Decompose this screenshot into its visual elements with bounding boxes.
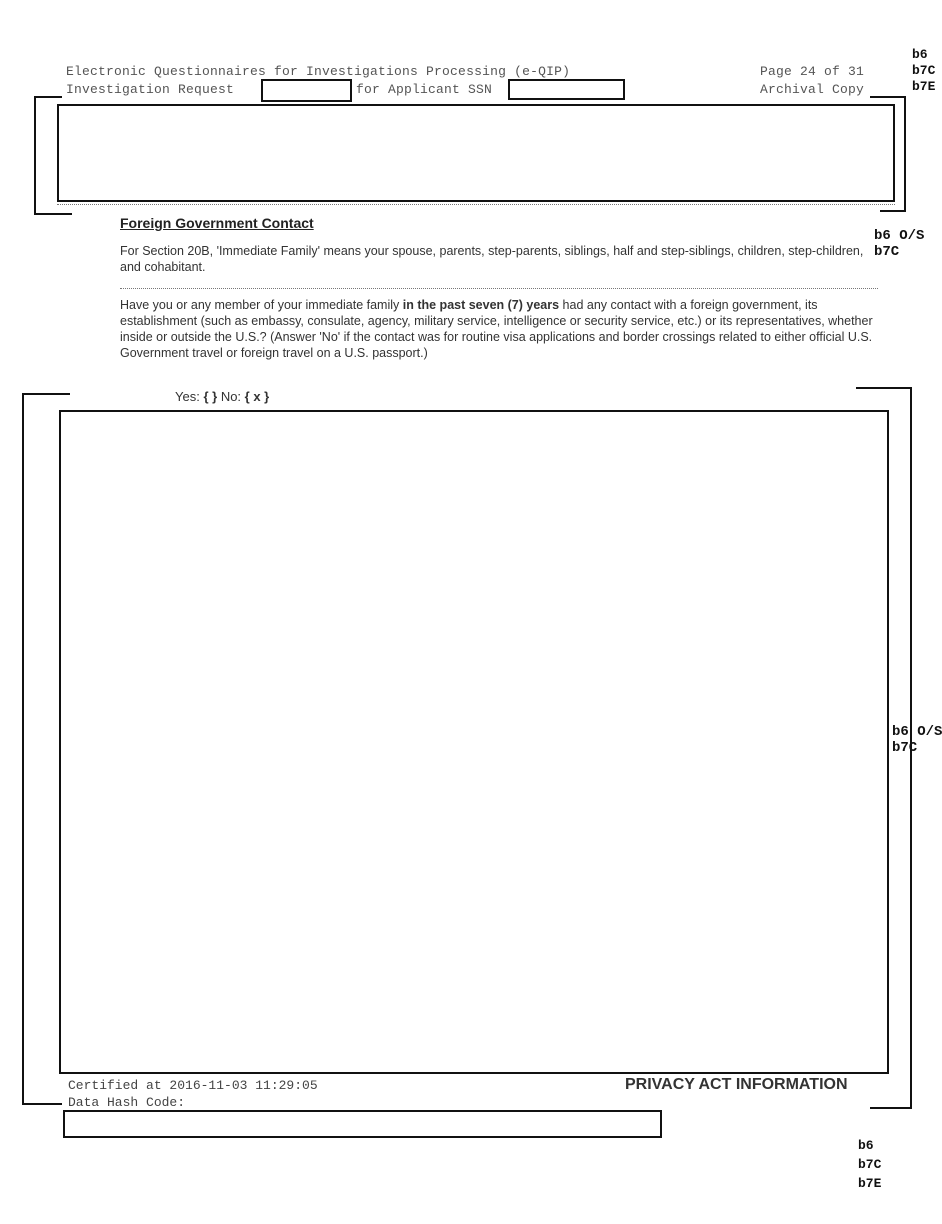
exemption-code: b6 (858, 1138, 874, 1153)
archival-copy-label: Archival Copy (760, 82, 865, 97)
bracket-line (870, 96, 906, 98)
bracket-line (22, 393, 24, 1105)
section-title: Foreign Government Contact (120, 215, 314, 231)
foreign-contact-question (120, 297, 875, 361)
certified-timestamp: Certified at 2016-11-03 11:29:05 (68, 1078, 318, 1093)
investigation-request-label: Investigation Request (66, 82, 235, 97)
exemption-code: b7C (858, 1157, 882, 1172)
exemption-codes-middle (892, 724, 942, 756)
exemption-codes-top (912, 47, 935, 95)
bracket-line (904, 96, 906, 212)
redacted-hash-code (63, 1110, 662, 1138)
privacy-act-label: PRIVACY ACT INFORMATION (625, 1076, 848, 1093)
exemption-code: b6 (912, 47, 928, 62)
separator (57, 204, 895, 205)
exemption-code: b7C (912, 63, 936, 78)
question-text: Have you or any member of your immediate family (120, 298, 403, 312)
data-hash-label: Data Hash Code: (68, 1095, 186, 1110)
exemption-code: b6 O/S (874, 228, 925, 244)
page-number: Page 24 of 31 (760, 64, 865, 79)
yes-label: Yes: (175, 389, 200, 404)
redacted-request-number (261, 79, 352, 102)
redacted-block-top (57, 104, 895, 202)
no-label: No: (220, 389, 242, 404)
exemption-code: b6 O/S (892, 724, 942, 740)
exemption-code: b7C (892, 740, 918, 756)
bracket-line (22, 1103, 62, 1105)
bracket-line (870, 1107, 912, 1109)
form-title: Electronic Questionnaires for Investigations Processing (e-QIP) (66, 64, 571, 79)
applicant-ssn-label: for Applicant SSN (356, 82, 493, 97)
bracket-line (34, 96, 36, 215)
redacted-ssn (508, 79, 625, 100)
answer-row (175, 389, 269, 405)
separator (120, 288, 878, 289)
bracket-line (34, 213, 72, 215)
question-text: had any contact with a foreign government, its establishment (such as embassy, consulate, agency, military service, intelligence or security service, etc.) or its representatives, whether inside or outside the U.S.? (Answer 'No' if the contact was for routine visa applications and border crossings related to either official U.S. Government travel or foreign travel on a U.S. passport.) (120, 298, 873, 360)
question-emphasis: in the past seven (7) years (402, 298, 560, 312)
no-checkbox[interactable]: { x } (244, 389, 270, 404)
bracket-line (856, 387, 912, 389)
bracket-line (34, 96, 62, 98)
yes-checkbox[interactable]: { } (203, 389, 218, 404)
bracket-line (22, 393, 70, 395)
immediate-family-definition: For Section 20B, 'Immediate Family' means your spouse, parents, step-parents, siblings, half and step-siblings, children, step-children, and cohabitant. (120, 244, 864, 274)
exemption-codes-section (874, 228, 924, 260)
exemption-codes-bottom (858, 1136, 881, 1193)
exemption-code: b7E (912, 79, 936, 94)
exemption-code: b7C (874, 244, 900, 260)
exemption-code: b7E (858, 1176, 882, 1191)
redacted-block-main (59, 410, 889, 1074)
bracket-line (880, 210, 906, 212)
